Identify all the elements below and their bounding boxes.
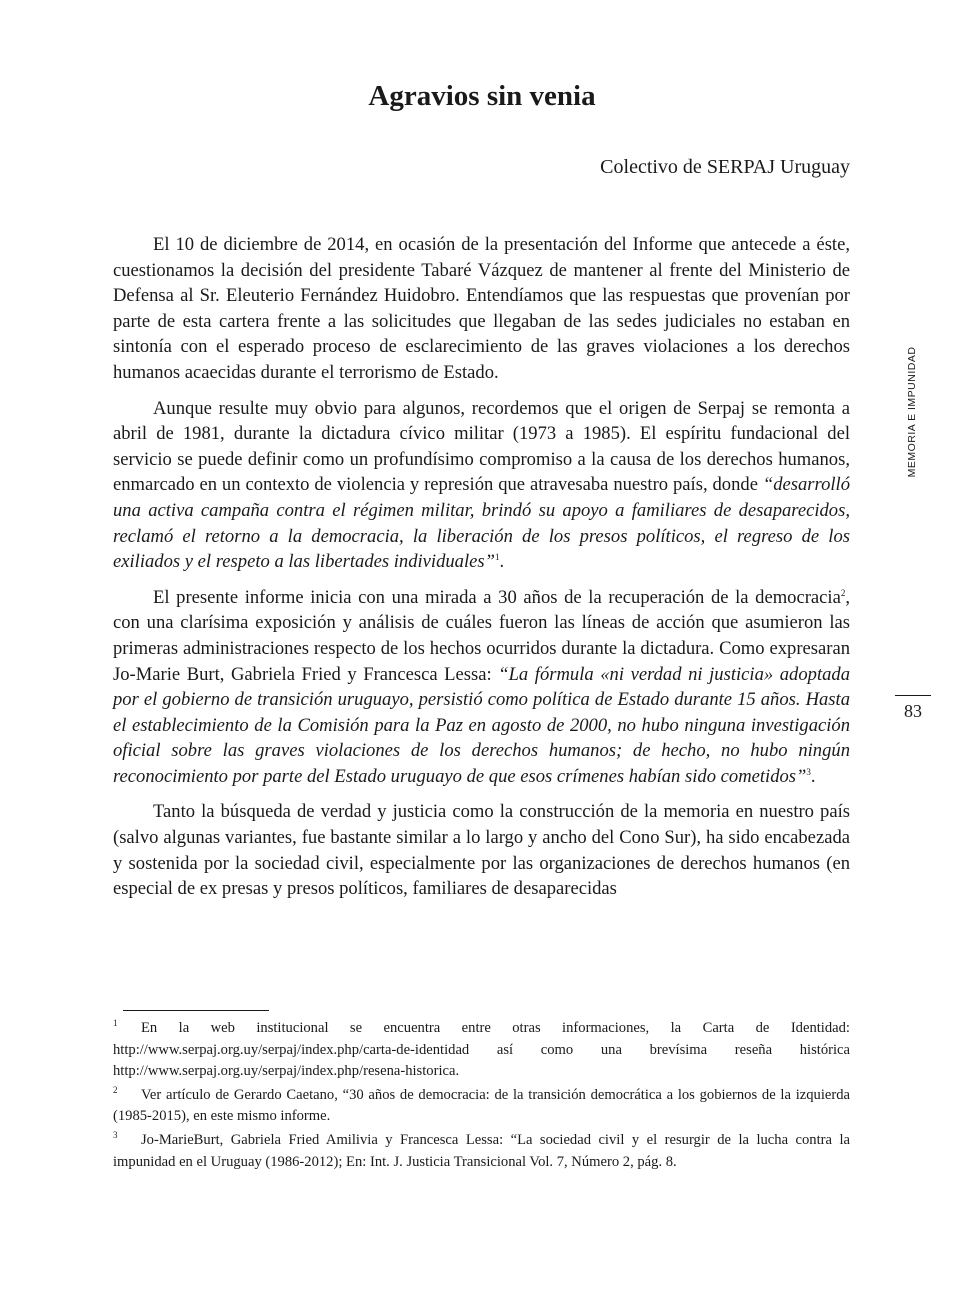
paragraph-text: Tanto la búsqueda de verdad y justicia como la construcción de la memoria en nuestro país (salvo algunas variantes, fue bastante similar a lo largo y ancho del Cono Sur), ha sido encabezada y sostenida por la sociedad civil, especialmente por las organizaciones de derechos humanos (en especial de ex presas y presos políticos, familiares de desaparecidas: [113, 801, 850, 900]
paragraph-text: , con una clarísima exposición y análisis de cuáles fueron las líneas de acción que asumieron las primeras administraciones respecto de los hechos ocurridos durante la dictadura. Como expresaran Jo-Marie Burt, Gabriela Fried y Francesca Lessa:: [113, 586, 850, 685]
footnotes: [113, 1018, 850, 1175]
paragraph-text: El presente informe inicia con una mirada a 30 años de la recuperación de la democracia: [153, 586, 841, 608]
author-byline: Colectivo de SERPAJ Uruguay: [600, 156, 850, 178]
page-number: 83: [904, 701, 922, 721]
article-body: [113, 232, 850, 912]
footnote-reference[interactable]: 2: [840, 587, 846, 598]
quoted-text: “desarrolló una activa campaña contra el régimen militar, brindó su apoyo a familiares de desaparecidos, reclamó el retorno a la democracia, la liberación de los presos políticos, el regreso de los exiliados y el respeto a las libertades individuales”: [113, 474, 850, 573]
section-side-label: MEMORIA E IMPUNIDAD: [906, 346, 918, 478]
paragraph-end: .: [810, 765, 816, 787]
paragraph: [113, 396, 850, 575]
footnote: 2 Ver artículo de Gerardo Caetano, “30 años de democracia: de la transición democrática a los gobiernos de la izquierda (1985-2015), en este mismo informe.: [113, 1084, 850, 1125]
paragraph: [113, 799, 850, 901]
footnote: 1 En la web institucional se encuentra entre otras informaciones, la Carta de Identidad: http://www.serpaj.org.uy/serpaj/index.php/carta-de-identidad así como una brevísima reseña histórica http://www.serpaj.org.uy/serpaj/index.php/resena-historica.: [113, 1018, 850, 1080]
page-title: Agravios sin venia: [368, 80, 596, 112]
footnote: 3 Jo-MarieBurt, Gabriela Fried Amilivia y Francesca Lessa: “La sociedad civil y el resurgir de la lucha contra la impunidad en el Uruguay (1986-2012); En: Int. J. Justicia Transicional Vol. 7, Número 2, pág. 8.: [113, 1130, 850, 1170]
paragraph: [113, 585, 850, 790]
paragraph: [113, 232, 850, 386]
footnote-reference[interactable]: 3: [806, 766, 811, 777]
page-number-rule: [895, 695, 931, 696]
footnote-text: En la web institucional se encuentra entre otras informaciones, la Carta de Identidad: http://www.serpaj.org.uy/serpaj/index.php/carta-de-identidad así como una brevísima reseña histórica http://www.serpaj.org.uy/serpaj/index.php/resena-historica.: [113, 1020, 850, 1080]
footnote-reference[interactable]: 1: [494, 551, 500, 562]
footnote-separator: [123, 1010, 269, 1011]
quoted-text: “La fórmula «ni verdad ni justicia» adoptada por el gobierno de transición uruguayo, persistió como política de Estado durante 15 años. Hasta el establecimiento de la Comisión para la Paz en agosto de 2000, no hubo ninguna investigación oficial sobre las graves violaciones de los derechos humanos; de hecho, no hubo ningún reconocimiento por parte del Estado uruguayo de que esos crímenes habían sido cometidos”: [113, 663, 850, 787]
footnote-text: Jo-MarieBurt, Gabriela Fried Amilivia y Francesca Lessa: “La sociedad civil y el resurgir de la lucha contra la impunidad en el Uruguay (1986-2012); En: Int. J. Justicia Transicional Vol. 7, Número 2, pág. 8.: [113, 1131, 850, 1170]
paragraph-text: El 10 de diciembre de 2014, en ocasión de la presentación del Informe que antecede a éste, cuestionamos la decisión del presidente Tabaré Vázquez de mantener al frente del Ministerio de Defensa al Sr. Eleuterio Fernández Huidobro. Entendíamos que las respuestas que provenían por parte de esta cartera frente a las solicitudes que llegaban de las sedes judiciales no estaban en sintonía con el esperado proceso de esclarecimiento de las graves violaciones a los derechos humanos acaecidas durante el terrorismo de Estado.: [113, 234, 850, 383]
footnote-text: Ver artículo de Gerardo Caetano, “30 años de democracia: de la transición democrática a los gobiernos de la izquierda (1985-2015), en este mismo informe.: [113, 1086, 850, 1125]
paragraph-end: .: [499, 551, 505, 573]
paragraph-text: Aunque resulte muy obvio para algunos, recordemos que el origen de Serpaj se remonta a abril de 1981, durante la dictadura cívico militar (1973 a 1985). El espíritu fundacional del servicio se puede definir como un profundísimo compromiso a la causa de los derechos humanos, enmarcado en un contexto de violencia y represión que atravesaba nuestro país, donde: [113, 397, 850, 496]
